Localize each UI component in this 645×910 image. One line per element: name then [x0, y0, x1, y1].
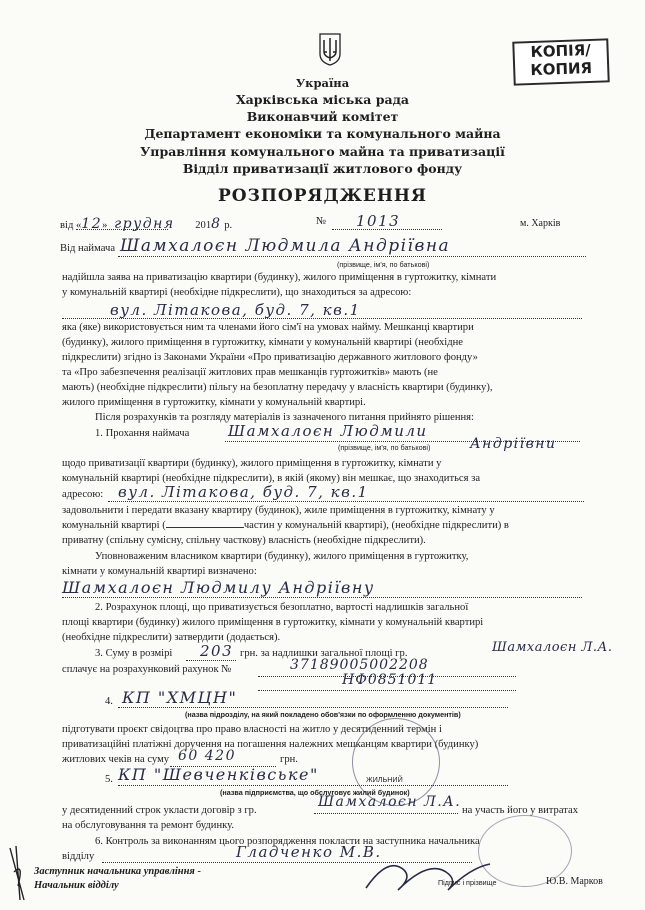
- address-label: адресою:: [62, 489, 104, 500]
- p2-line4: та «Про забезпечення реалізації житлових прав мешканців гуртожитків» мають (не: [62, 367, 438, 378]
- header-division: Відділ приватизації житлового фонду: [182, 161, 463, 176]
- stamp-line2: КОПИЯ: [530, 58, 593, 80]
- address-2: вул. Літакова, буд. 7, кв.1: [118, 483, 369, 501]
- position-line1: Заступник начальника управління -: [34, 866, 201, 877]
- p7-line3b: грн.: [280, 754, 298, 765]
- item4-org: КП "ХМЦН": [122, 688, 238, 707]
- header-committee: Виконавчий комітет: [246, 109, 399, 124]
- item1-label: 1. Прохання наймача: [95, 428, 190, 439]
- signature: [358, 850, 498, 896]
- name-hint-2: (прізвище, ім'я, по батькові): [338, 443, 431, 452]
- item3-sum: 203: [200, 642, 234, 660]
- item6-person: Гладченко М.В.: [236, 843, 382, 861]
- p2-line6: жилого приміщення в гуртожитку, кімнати у комунальній квартирі.: [62, 397, 366, 408]
- p8-name: Шамхалоєн Л.А.: [318, 794, 462, 810]
- header-country: Україна: [295, 76, 350, 90]
- account-number: 37189005002208: [290, 657, 429, 673]
- name-hint: (прізвище, ім'я, по батькові): [337, 260, 430, 269]
- coat-of-arms-icon: [318, 32, 342, 66]
- p6-line2: кімнати у комунальній квартирі визначено:: [62, 566, 257, 577]
- item6-line2: відділу: [62, 851, 95, 862]
- item5-hint: (назва підприємства, що обслуговує жилий будинок): [220, 788, 410, 797]
- p1-line2: у комунальній квартирі (необхідне підкреслити), що знаходиться за адресою:: [62, 287, 412, 298]
- item1-name1: Шамхалоєн Людмили: [228, 422, 428, 440]
- tenant-name: Шамхалоєн Людмила Андріївна: [120, 236, 451, 256]
- item4-hint: (назва підрозділу, на який покладено обов'язки по оформленню документів): [185, 710, 461, 719]
- item3-b: грн. за надлишки загальної площі гр.: [240, 648, 408, 659]
- p4-line2: комунальній квартирі (необхідне підкреслити), в якій (якому) він мешкає, що знаходиться за: [62, 473, 481, 484]
- date-sep: »: [102, 220, 108, 231]
- p5-line3: приватну (спільну сумісну, спільну часткову) власність (необхідне підкреслити).: [62, 535, 426, 546]
- p2-line1: яка (яке) використовується ним та членами його сім'ї на умовах найму. Мешканці квартири: [62, 322, 474, 333]
- header-department: Департамент економіки та комунального майна: [144, 126, 501, 141]
- date-prefix: від «: [60, 220, 82, 231]
- p4-line1: щодо приватизації квартири (будинку), жилого приміщення в гуртожитку, кімнати у: [62, 458, 442, 469]
- p2-line5: мають) (необхідне підкреслити) пільгу на безоплатну передачу у власність квартири (будинку),: [62, 382, 493, 393]
- city: м. Харків: [520, 218, 561, 229]
- p6-line1: Уповноваженим власником квартири (будинку), жилого приміщення в гуртожитку,: [95, 551, 469, 562]
- pay-label: сплачує на розрахунковий рахунок №: [62, 664, 232, 675]
- header-administration: Управління комунального майна та приватизації: [140, 144, 505, 159]
- item5-org: КП "Шевченківське": [118, 765, 319, 784]
- stamp-line1: КОПІЯ/: [530, 40, 592, 62]
- p1-line1: надійшла заява на приватизацію квартири (будинку), жилого приміщення в гуртожитку, кімнати: [62, 272, 497, 283]
- address: вул. Літакова, буд. 7, кв.1: [110, 301, 361, 319]
- p8-line1a: у десятиденний строк укласти договір з гр.: [62, 805, 257, 816]
- item3-name: Шамхалоєн Л.А.: [492, 640, 613, 655]
- p5-line2: [62, 520, 509, 531]
- p5-line1: задовольнити і передати вказану квартиру (будинок), жиле приміщення в гуртожитку, кімнату у: [62, 505, 495, 516]
- date-year-prefix: 201: [195, 220, 212, 231]
- item5-label: 5.: [105, 774, 113, 785]
- date-month: грудня: [114, 216, 175, 232]
- seal-note: Підпис і прізвище: [438, 878, 497, 887]
- p8-line2: на обслуговування та ремонт будинку.: [62, 820, 235, 831]
- p2-line2: (будинку), жилого приміщення в гуртожитку, кімнати у комунальній квартирі (необхідне: [62, 337, 463, 348]
- p7-line1: підготувати проєкт свідоцтва про право власності на житло у десятиденний термін і: [62, 724, 442, 735]
- position-line2: Начальник відділу: [34, 880, 119, 891]
- document-number: 1013: [356, 212, 401, 230]
- number-label: №: [316, 216, 327, 227]
- p7-line2: приватизаційні платіжні доручення на погашення належних мешканцям квартири (будинку): [62, 739, 479, 750]
- header-council: Харківська міська рада: [235, 92, 410, 107]
- item2-line3: (необхідне підкреслити) затвердити (додається).: [62, 632, 281, 643]
- p7-line3a: житлових чеків на суму: [62, 754, 170, 765]
- item5-note: ЖИЛЬНИЙ: [366, 775, 403, 784]
- item2-line1: 2. Розрахунок площі, що приватизується безоплатно, вартості надлишків загальної: [95, 602, 469, 613]
- signatory-name: Ю.В. Марков: [546, 876, 603, 887]
- date-year-suffix: р.: [221, 220, 233, 231]
- document-title: РОЗПОРЯДЖЕННЯ: [218, 186, 427, 206]
- p5-line2b: частин у комунальній квартирі), (необхідне підкреслити) в: [243, 520, 509, 531]
- p5-line2a: комунальній квартирі (: [62, 520, 166, 531]
- owner-name: Шамхалоєн Людмилу Андріївну: [62, 578, 375, 597]
- item1-name2: Андріївни: [470, 436, 557, 452]
- date-year-digit: 8: [211, 216, 222, 232]
- item4-label: 4.: [105, 696, 113, 707]
- cheque-sum: 60 420: [178, 748, 236, 764]
- item2-line2: площі квартири (будинку) жилого приміщення в гуртожитку, кімнати у комунальній квартирі: [62, 617, 484, 628]
- from-label: Від наймача: [60, 243, 116, 254]
- date-day: 12: [81, 216, 103, 232]
- margin-signature: [6, 842, 30, 904]
- item3-a: 3. Суму в розмірі: [95, 648, 173, 659]
- item6-line1: 6. Контроль за виконанням цього розпорядження покласти на заступника начальника: [95, 836, 480, 847]
- account-code: НФ0851011: [342, 672, 438, 688]
- p3-line1: Після розрахунків та розгляду матеріалів із зазначеного питання прийнято рішення:: [95, 412, 474, 423]
- p2-line3: підкреслити) згідно із Законами України «Про приватизацію державного житлового фонду»: [62, 352, 478, 363]
- p8-line1b: на участь його у витратах: [462, 805, 579, 816]
